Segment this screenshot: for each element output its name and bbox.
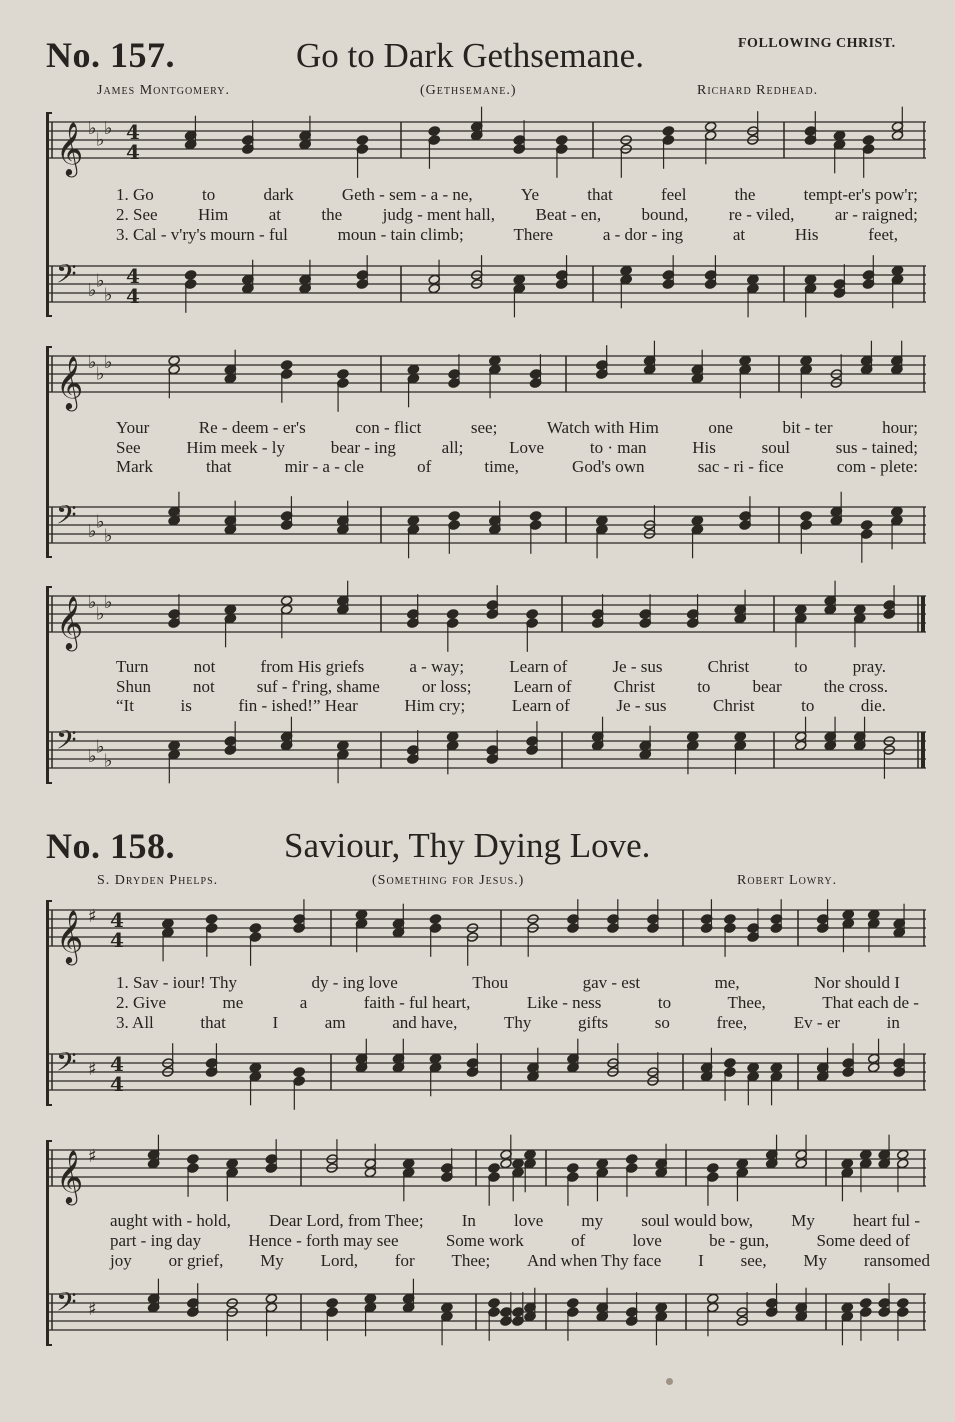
treble-staff (46, 906, 926, 963)
note-head (747, 1062, 759, 1073)
lyric-syllable: to · man (589, 438, 647, 457)
hymn-number: No. 157. (46, 35, 175, 75)
lyric-syllable: “It (116, 696, 134, 715)
treble-clef-icon: 𝄞 (56, 909, 84, 963)
bass-staff (46, 1046, 926, 1100)
note-head (567, 1298, 579, 1309)
note-head (687, 731, 699, 742)
note-head (860, 1298, 872, 1309)
lyric-syllable: or grief, (168, 1251, 224, 1270)
note-head (293, 1067, 305, 1078)
system-brace (44, 112, 52, 317)
treble-clef-icon: 𝄞 (56, 1149, 84, 1203)
note-head (429, 1053, 441, 1064)
time-signature-top: 4 (110, 908, 124, 932)
note-head (862, 135, 874, 146)
note-head (800, 355, 812, 366)
note-head (691, 515, 703, 526)
lyric-syllable: Learn of (511, 696, 570, 715)
note-head (704, 121, 716, 132)
lyric-syllable: Learn of (509, 657, 568, 676)
sharp-sign-icon: ♯ (88, 1299, 97, 1320)
system-brace (44, 900, 52, 1106)
lyric-syllable: Christ (707, 657, 750, 676)
note-head (168, 355, 180, 366)
lyric-syllable: the (321, 205, 343, 224)
lyric-syllable: one (708, 418, 733, 437)
system-bracket (46, 112, 49, 317)
lyric-syllable: Some deed of (816, 1231, 910, 1250)
note-head (184, 270, 196, 281)
lyric-syllable: Some work (445, 1231, 524, 1250)
note-head (407, 515, 419, 526)
lyric-syllable: at (268, 205, 281, 224)
lyric-syllable: Christ (713, 696, 755, 715)
note-head (897, 1298, 909, 1309)
note-head (446, 731, 458, 742)
note-head (249, 1062, 261, 1073)
note-head (795, 604, 807, 615)
lyric-syllable: In (461, 1211, 476, 1230)
note-head (800, 511, 812, 522)
lyric-syllable: 1. Sav - iour! Thy (116, 973, 238, 992)
lyric-syllable: Thee; (451, 1251, 491, 1270)
sharp-sign-icon: ♯ (88, 1059, 97, 1080)
note-head (364, 1293, 376, 1304)
lyric-syllable: be - gun, (709, 1231, 770, 1250)
note-head (205, 914, 217, 925)
note-head (337, 369, 349, 380)
lyric-syllable: Watch with Him (546, 418, 659, 437)
lyric-syllable: Beat - en, (535, 205, 602, 224)
note-head (356, 135, 368, 146)
note-head (224, 604, 236, 615)
bass-clef-icon: 𝄢 (56, 1046, 77, 1084)
note-head (891, 265, 903, 276)
lyric-syllable: Him cry; (404, 696, 466, 715)
bass-staff (46, 258, 926, 312)
time-signature-top: 4 (110, 1052, 124, 1076)
lyric-line (110, 1251, 930, 1271)
note-head (833, 130, 845, 141)
system-bracket (46, 1140, 49, 1346)
note-head (226, 1158, 238, 1169)
lyric-syllable: 2. Give (116, 993, 167, 1012)
lyric-syllable: a (299, 993, 308, 1012)
lyric-syllable: There (513, 225, 554, 244)
lyric-line (116, 973, 900, 993)
flat-sign-icon: ♭ (96, 736, 105, 758)
lyric-syllable: a - way; (409, 657, 465, 676)
lyric-syllable: dy - ing love (311, 973, 398, 992)
lyric-syllable: My (260, 1251, 284, 1270)
note-head (842, 909, 854, 920)
final-barline-thick (921, 596, 925, 632)
lyric-line (110, 1231, 910, 1251)
time-signature-bottom: 4 (110, 1072, 124, 1096)
lyric-line (116, 225, 898, 245)
lyric-syllable: suf - f'ring, shame (256, 677, 380, 696)
note-head (770, 1062, 782, 1073)
lyric-syllable: See (116, 438, 141, 457)
lyric-syllable: Your (116, 418, 150, 437)
lyric-syllable: for (394, 1251, 415, 1270)
lyric-syllable: that (587, 185, 613, 204)
lyric-syllable: me, (714, 973, 740, 992)
note-head (626, 1154, 638, 1165)
flat-sign-icon: ♭ (104, 352, 113, 373)
treble-staff (46, 352, 926, 409)
note-head (747, 274, 759, 285)
flat-sign-icon: ♭ (88, 746, 97, 767)
note-head (734, 731, 746, 742)
note-head (162, 918, 174, 929)
note-head (489, 355, 501, 366)
lyric-syllable: bit - ter (782, 418, 833, 437)
lyricist-credit: James Montgomery. (97, 83, 231, 98)
note-head (655, 1302, 667, 1313)
lyric-line (116, 1013, 900, 1033)
sharp-sign-icon: ♯ (88, 1146, 97, 1167)
lyric-syllable: all; (441, 438, 464, 457)
lyric-syllable: ransomed (863, 1251, 930, 1270)
system-bracket (46, 900, 49, 1106)
lyric-syllable: see; (470, 418, 498, 437)
lyric-syllable: I (272, 1013, 279, 1032)
note-head (337, 740, 349, 751)
note-head (860, 1149, 872, 1160)
lyric-syllable: time, (484, 457, 519, 476)
lyric-syllable: Him meek - ly (186, 438, 285, 457)
treble-staff (46, 1146, 926, 1203)
time-signature-top: 4 (126, 120, 140, 144)
lyric-syllable: die. (860, 696, 886, 715)
lyric-line (116, 657, 886, 677)
lyric-syllable: a - dor - ing (602, 225, 684, 244)
flat-sign-icon: ♭ (104, 592, 113, 613)
lyric-syllable: My (791, 1211, 815, 1230)
lyric-syllable: Love (509, 438, 545, 457)
lyric-syllable: com - plete: (836, 457, 918, 476)
lyric-syllable: love (514, 1211, 544, 1230)
lyric-syllable: con - flict (355, 418, 422, 437)
system-brace (44, 1140, 52, 1346)
bass-clef-icon: 𝄢 (56, 499, 77, 537)
ink-spot (666, 1378, 673, 1385)
note-head (428, 126, 440, 137)
note-head (446, 609, 458, 620)
lyric-syllable: or loss; (421, 677, 472, 696)
lyric-syllable: Nor should I (814, 973, 900, 992)
lyric-syllable: not (193, 657, 216, 676)
note-head (448, 511, 460, 522)
hymn-title: Go to Dark Gethsemane. (296, 36, 644, 75)
lyric-syllable: faith - ful heart, (363, 993, 471, 1012)
lyric-syllable: 2. See (116, 205, 158, 224)
note-head (265, 1293, 277, 1304)
lyric-syllable: That each de - (822, 993, 919, 1012)
lyric-syllable: dark (263, 185, 294, 204)
treble-staff (46, 592, 926, 649)
lyric-syllable: tempt-er's pow'r; (803, 185, 918, 204)
lyric-syllable: Ye (520, 185, 539, 204)
lyric-syllable: Thy (503, 1013, 532, 1032)
lyric-syllable: that (200, 1013, 226, 1032)
lyric-syllable: to (657, 993, 672, 1012)
lyric-syllable: to (697, 677, 711, 696)
lyric-syllable: so (654, 1013, 670, 1032)
lyric-syllable: my (581, 1211, 604, 1230)
sharp-sign-icon: ♯ (88, 906, 97, 927)
flat-sign-icon: ♭ (96, 511, 105, 533)
lyric-syllable: re - viled, (728, 205, 795, 224)
flat-sign-icon: ♭ (96, 603, 105, 625)
note-head (249, 923, 261, 934)
lyric-syllable: bear - ing (330, 438, 396, 457)
lyric-syllable: sac - ri - fice (697, 457, 784, 476)
bass-staff (46, 1286, 926, 1340)
lyric-syllable: love (632, 1231, 662, 1250)
lyric-syllable: soul (761, 438, 790, 457)
lyric-line (116, 696, 886, 716)
lyric-syllable: Dear Lord, from Thee; (269, 1211, 424, 1230)
flat-sign-icon: ♭ (104, 525, 113, 547)
lyric-syllable: of (417, 457, 432, 476)
lyric-syllable: gav - est (582, 973, 641, 992)
treble-clef-icon: 𝄞 (56, 121, 84, 175)
lyric-syllable: pray. (852, 657, 886, 676)
lyric-syllable: in (886, 1013, 900, 1032)
flat-sign-icon: ♭ (88, 592, 97, 613)
flat-sign-icon: ♭ (88, 280, 97, 301)
lyric-syllable: heart ful - (852, 1211, 920, 1230)
lyric-syllable: at (732, 225, 746, 244)
note-head (891, 506, 903, 517)
flat-sign-icon: ♭ (104, 284, 113, 306)
note-head (524, 1149, 536, 1160)
lyric-syllable: to (202, 185, 216, 204)
tune-name: (Something for Jesus.) (372, 873, 525, 888)
lyric-syllable: the (734, 185, 756, 204)
lyric-syllable: of (571, 1231, 586, 1250)
lyric-syllable: Thee, (727, 993, 766, 1012)
lyric-syllable: Turn (116, 657, 149, 676)
note-head (526, 609, 538, 620)
lyric-syllable: Learn of (513, 677, 572, 696)
time-signature-bottom: 4 (126, 140, 140, 164)
composer-credit: Robert Lowry. (737, 873, 838, 888)
lyric-syllable: Thou (472, 973, 509, 992)
final-barline-thick (921, 732, 925, 768)
lyric-syllable: aught with - hold, (110, 1211, 231, 1230)
note-head (168, 740, 180, 751)
lyric-syllable: sus - tained; (835, 438, 918, 457)
lyric-syllable: me (222, 993, 244, 1012)
lyric-syllable: judg - ment hall, (382, 205, 496, 224)
treble-staff (46, 118, 926, 175)
flat-sign-icon: ♭ (104, 750, 113, 772)
time-signature-top: 4 (126, 264, 140, 288)
lyric-syllable: His (794, 225, 819, 244)
lyric-syllable: 3. All (116, 1013, 154, 1032)
note-head (441, 1302, 453, 1313)
lyric-syllable: feel (660, 185, 687, 204)
lyric-line (116, 205, 918, 225)
composer-credit: Richard Redhead. (697, 83, 819, 98)
note-head (707, 1163, 719, 1174)
note-head (187, 1154, 199, 1165)
bass-staff (46, 499, 926, 553)
lyric-syllable: is (180, 696, 192, 715)
flat-sign-icon: ♭ (96, 129, 105, 151)
note-head (736, 1158, 748, 1169)
time-signature-bottom: 4 (110, 928, 124, 952)
note-head (724, 1058, 736, 1069)
lyric-syllable: that (205, 457, 232, 476)
flat-sign-icon: ♭ (88, 352, 97, 373)
lyric-line (116, 438, 918, 458)
note-head (402, 1158, 414, 1169)
lyric-syllable: Geth - sem - a - ne, (341, 185, 473, 204)
note-head (567, 1163, 579, 1174)
lyric-syllable: mir - a - cle (284, 457, 364, 476)
lyric-syllable: to (794, 657, 808, 676)
lyric-syllable: Hence - forth may see (248, 1231, 399, 1250)
note-head (429, 914, 441, 925)
note-head (724, 914, 736, 925)
lyric-syllable: the cross. (823, 677, 888, 696)
lyric-syllable: Lord, (320, 1251, 358, 1270)
note-head (841, 1302, 853, 1313)
lyric-syllable: feet, (868, 225, 898, 244)
flat-sign-icon: ♭ (88, 521, 97, 542)
note-head (488, 1163, 500, 1174)
note-head (868, 909, 880, 920)
bass-clef-icon: 𝄢 (56, 1286, 77, 1324)
lyric-syllable: am (324, 1013, 346, 1032)
lyric-syllable: Him (198, 205, 229, 224)
treble-clef-icon: 𝄞 (56, 355, 84, 409)
note-head (280, 360, 292, 371)
lyric-syllable: Christ (613, 677, 656, 696)
note-head (854, 604, 866, 615)
note-head (841, 1158, 853, 1169)
note-head (512, 1158, 524, 1169)
note-head (488, 1298, 500, 1309)
hymn-title: Saviour, Thy Dying Love. (284, 826, 651, 865)
system-brace (44, 346, 52, 558)
note-head (804, 274, 816, 285)
lyric-syllable: free, (716, 1013, 748, 1032)
lyric-syllable: Ev - er (793, 1013, 841, 1032)
note-head (860, 520, 872, 531)
lyric-line (116, 677, 888, 697)
note-head (596, 1158, 608, 1169)
note-head (407, 364, 419, 375)
system-bracket (46, 586, 49, 784)
lyric-syllable: 3. Cal - v'ry's mourn - ful (116, 225, 288, 244)
lyric-syllable: gifts (577, 1013, 609, 1032)
lyric-syllable: part - ing day (110, 1231, 202, 1250)
lyric-syllable: and have, (392, 1013, 458, 1032)
note-head (326, 1298, 338, 1309)
bass-clef-icon: 𝄢 (56, 258, 77, 296)
lyric-syllable: Like - ness (526, 993, 602, 1012)
note-head (662, 126, 674, 137)
lyric-syllable: 1. Go (116, 185, 154, 204)
lyric-syllable: hour; (882, 418, 918, 437)
lyric-line (110, 1211, 920, 1231)
note-head (280, 595, 292, 606)
section-label: FOLLOWING CHRIST. (738, 36, 896, 51)
flat-sign-icon: ♭ (88, 118, 97, 139)
lyric-syllable: Je - sus (612, 657, 663, 676)
bass-clef-icon: 𝄢 (56, 724, 77, 762)
lyric-syllable: His (692, 438, 716, 457)
tune-name: (Gethsemane.) (420, 83, 517, 98)
lyric-syllable: fin - ished!” Hear (238, 696, 358, 715)
time-signature-bottom: 4 (126, 284, 140, 308)
lyric-syllable: bound, (641, 205, 689, 224)
flat-sign-icon: ♭ (96, 363, 105, 385)
lyric-syllable: And when Thy face (527, 1251, 662, 1270)
lyricist-credit: S. Dryden Phelps. (97, 873, 219, 888)
system-bracket (46, 346, 49, 558)
system-brace (44, 586, 52, 784)
bass-staff (46, 724, 926, 778)
lyric-line (116, 185, 918, 205)
lyric-line (116, 993, 919, 1013)
flat-sign-icon: ♭ (104, 118, 113, 139)
note-head (707, 1293, 719, 1304)
lyric-syllable: see, (740, 1251, 767, 1270)
note-head (596, 515, 608, 526)
lyric-syllable: moun - tain climb; (337, 225, 464, 244)
note-head (556, 135, 568, 146)
lyric-syllable: to (801, 696, 815, 715)
note-head (513, 274, 525, 285)
lyric-syllable: joy (110, 1251, 132, 1270)
treble-clef-icon: 𝄞 (56, 595, 84, 649)
note-head (355, 909, 367, 920)
lyric-syllable: My (803, 1251, 828, 1270)
lyric-syllable: ar - raigned; (834, 205, 918, 224)
lyric-syllable: I (698, 1251, 704, 1270)
lyric-syllable: Je - sus (616, 696, 667, 715)
hymn-number: No. 158. (46, 826, 175, 866)
lyric-syllable: not (193, 677, 215, 696)
lyric-syllable: God's own (572, 457, 645, 476)
lyric-syllable: Re - deem - er's (198, 418, 306, 437)
lyric-syllable: Shun (116, 677, 151, 696)
lyric-line (116, 418, 918, 438)
lyric-line (116, 457, 918, 477)
flat-sign-icon: ♭ (96, 270, 105, 292)
lyric-syllable: Mark (116, 457, 153, 476)
note-head (529, 511, 541, 522)
note-head (897, 1149, 909, 1160)
lyric-syllable: bear (752, 677, 782, 696)
lyric-syllable: soul would bow, (641, 1211, 754, 1230)
lyric-syllable: from His griefs (260, 657, 365, 676)
note-head (739, 355, 751, 366)
note-head (620, 265, 632, 276)
